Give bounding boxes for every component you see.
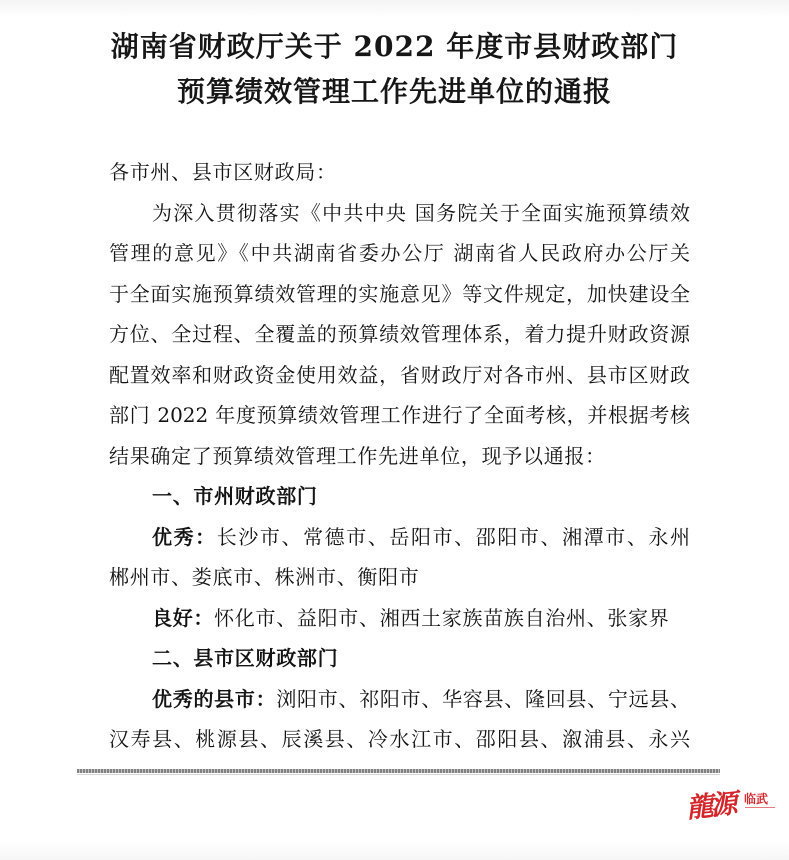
- entry-text: 浏阳市、祁阳市、华容县、隆回县、宁远县、: [276, 686, 690, 711]
- body-line: 于全面实施预算绩效管理的实施意见》等文件规定，加快建设全: [109, 281, 690, 306]
- entry-continuation: 郴州市、娄底市、株洲市、衡阳市: [109, 565, 420, 589]
- section-heading-prefectures: 一、市州财政部门: [152, 484, 318, 508]
- body-line: 配置效率和财政资金使用效益，省财政厅对各市州、县市区财政: [109, 362, 690, 387]
- salutation: 各市州、县市区财政局：: [109, 160, 337, 184]
- entry-text: 怀化市、益阳市、湘西土家族苗族自治州、张家界: [214, 605, 670, 630]
- document-body: [109, 152, 690, 760]
- entry-good-prefectures: [109, 598, 690, 639]
- title-line-2: 预算绩效管理工作先进单位的通报: [176, 75, 612, 108]
- body-line: 结果确定了预算绩效管理工作先进单位，现予以通报：: [109, 443, 606, 468]
- body-line: 部门 2022 年度预算绩效管理工作进行了全面考核，并根据考核: [109, 403, 690, 427]
- section-heading-counties: 二、县市区财政部门: [152, 646, 339, 670]
- entry-label: 良好：: [152, 605, 215, 630]
- entry-label: 优秀的县市：: [152, 686, 277, 711]
- entry-excellent-prefectures: [109, 517, 690, 558]
- body-line: 为深入贯彻落实《中共中央 国务院关于全面实施预算绩效: [152, 200, 690, 225]
- document-title: [60, 24, 729, 114]
- entry-continuation: 汉寿县、桃源县、辰溪县、冷水江市、邵阳县、溆浦县、永兴: [109, 727, 690, 751]
- watermark-logo-mark: 龍源: [684, 788, 736, 825]
- watermark-logo-tag: 临武: [744, 792, 769, 806]
- body-line: 管理的意见》《中共湖南省委办公厅 湖南省人民政府办公厅关: [109, 241, 690, 265]
- entry-text: 长沙市、常德市、岳阳市、邵阳市、湘潭市、永州: [216, 524, 690, 549]
- entry-label: 优秀：: [152, 524, 217, 549]
- body-line: 方位、全过程、全覆盖的预算绩效管理体系，着力提升财政资源: [109, 322, 690, 346]
- page-divider: [77, 769, 720, 773]
- entry-excellent-counties: [109, 679, 690, 720]
- title-line-1: 湖南省财政厅关于 2022 年度市县财政部门: [110, 30, 679, 63]
- watermark-logo-underline: [745, 807, 775, 808]
- watermark-logo: [684, 780, 784, 834]
